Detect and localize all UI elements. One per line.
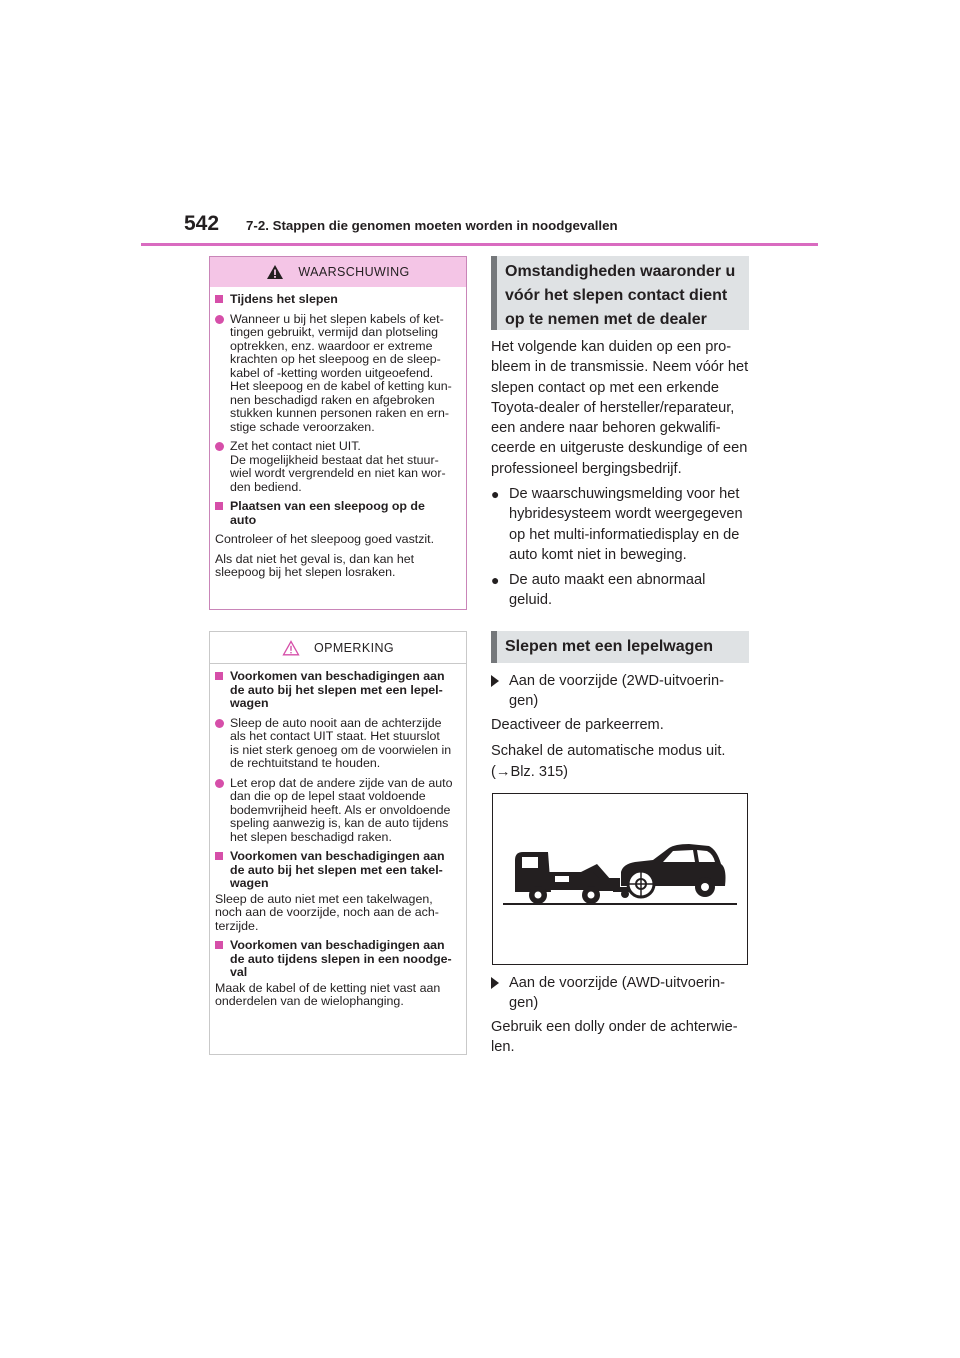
arrow-right-icon (491, 977, 499, 989)
notice-paragraph: Maak de kabel of de ketting niet vast aan onderdelen van de wielophanging. (215, 980, 441, 1008)
warning-paragraph: Controleer of het sleepoog goed vastzit. (215, 532, 435, 546)
warning-paragraph: Als dat niet het geval is, dan kan het sleepoog bij het slepen losraken. (215, 551, 415, 579)
step-item: Aan de voorzijde (2WD-uitvoerin- gen) (491, 671, 749, 712)
header-rule (141, 243, 818, 246)
notice-item: Voorkomen van beschadigingen aan de auto tijdens slepen in een noodge- val (215, 939, 460, 980)
dot-bullet-icon (215, 719, 224, 728)
section-title: 7-2. Stappen die genomen moeten worden in noodgevallen (246, 218, 618, 233)
notice-item: Voorkomen van beschadigingen aan de auto bij het slepen met een takel- wagen (215, 850, 460, 891)
notice-item: Voorkomen van beschadigingen aan de auto bij het slepen met een lepel- wagen (215, 670, 460, 711)
intro-paragraph: Het volgende kan duiden op een pro- bleem in de transmissie. Neem vóór het slepen contact op met een erkende Toyota-dealer of hersteller/reparateur, een andere naar behoren gekwalifi- ceerde en uitgeruste deskundige of een professioneel bergingsbedrijf. (491, 339, 749, 477)
warning-header (210, 257, 466, 287)
notice-triangle-icon (282, 640, 300, 656)
notice-body (210, 664, 466, 1009)
square-bullet-icon (215, 502, 223, 510)
dot-bullet-icon (215, 442, 224, 451)
warning-item: Tijdens het slepen (215, 293, 460, 307)
step-line: Gebruik een dolly onder de achterwie- len. (491, 1019, 738, 1056)
page-number: 542 (184, 212, 220, 235)
heading-contact-dealer: Omstandigheden waaronder u vóór het slepen contact dient op te nemen met de dealer (491, 256, 749, 330)
notice-header (210, 632, 466, 664)
notice-title: OPMERKING (314, 640, 394, 655)
warning-title: WAARSCHUWING (298, 265, 410, 279)
warning-box (209, 256, 467, 610)
warning-item: Plaatsen van een sleepoog op de auto (215, 500, 460, 527)
tow-truck-icon (493, 794, 747, 964)
heading-lepelwagen: Slepen met een lepelwagen (491, 631, 749, 663)
dot-bullet-icon (215, 315, 224, 324)
notice-item: Sleep de auto nooit aan de achterzijde als het contact UIT staat. Het stuurslot is niet sterk genoeg om de voorwielen in de rechtuitstand te houden. (215, 717, 460, 771)
arrow-right-icon (491, 675, 499, 687)
notice-paragraph: Sleep de auto niet met een takelwagen, noch aan de voorzijde, noch aan de ach- terzijde. (215, 891, 439, 933)
bullet-icon: ● (491, 486, 500, 502)
square-bullet-icon (215, 672, 223, 680)
bullet-item: ● De auto maakt een abnormaal geluid. (491, 572, 706, 609)
tow-truck-illustration (492, 793, 748, 965)
square-bullet-icon (215, 852, 223, 860)
warning-item: Zet het contact niet UIT. De mogelijkheid bestaat dat het stuur- wiel wordt vergrendeld en niet kan wor- den bediend. (215, 440, 460, 494)
bullet-icon: ● (491, 572, 500, 588)
step-line: Schakel de automatische modus uit. (491, 743, 726, 759)
warning-triangle-icon (266, 264, 284, 280)
warning-body (210, 287, 466, 580)
warning-item: Wanneer u bij het slepen kabels of ket- tingen gebruikt, vermijd dan plotseling optrekken, enz. waardoor er extreme krachten op het sleepoog en de sleep- kabel of -ketting worden uitgeoefend. Het sleepoog en de kabel of ketting kun- nen beschadigd raken en afgebroken stukken kunnen personen raken en ern- stige schade veroorzaken. (215, 313, 460, 435)
page-reference: (→Blz. 315) (491, 764, 569, 780)
square-bullet-icon (215, 941, 223, 949)
dot-bullet-icon (215, 779, 224, 788)
notice-box (209, 631, 467, 1055)
square-bullet-icon (215, 295, 223, 303)
step-item: Aan de voorzijde (AWD-uitvoerin- gen) (491, 973, 749, 1014)
bullet-item: ● De waarschuwingsmelding voor het hybridesysteem wordt weergegeven op het multi-informatiedisplay en de auto komt niet in beweging. (491, 486, 743, 563)
notice-item: Let erop dat de andere zijde van de auto dan die op de lepel staat voldoende bodemvrijheid heeft. Als er onvoldoende speling aanwezig is, kan de auto tijdens het slepen beschadigd raken. (215, 777, 460, 845)
step-line: Deactiveer de parkeerrem. (491, 717, 664, 733)
